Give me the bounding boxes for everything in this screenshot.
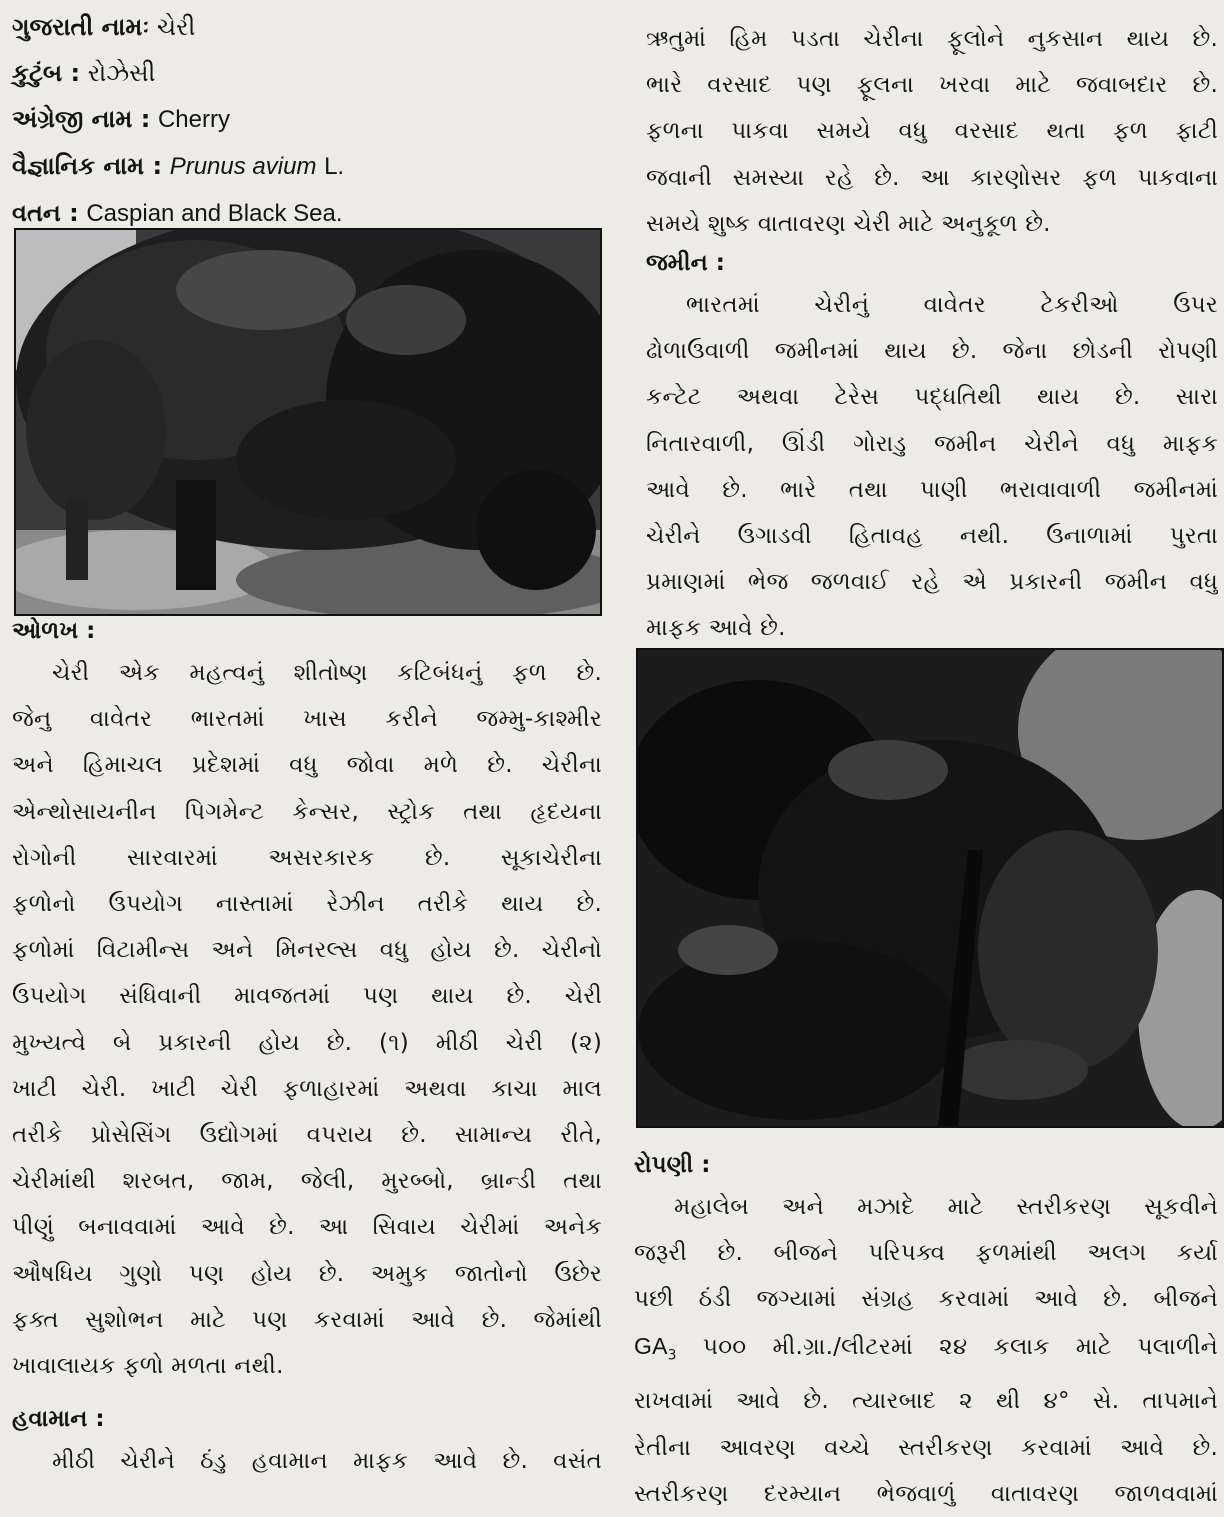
english-name-value: Cherry (157, 106, 230, 133)
identification-line: ચેરી એક મહત્વનું શીતોષ્ણ કટિબંધનું ફળ છે. (52, 660, 602, 686)
identification-line: તરીકે પ્રોસેસિંગ ઉદ્યોગમાં વપરાય છે. સામાન્ય રીતે, (12, 1122, 602, 1149)
cherry-leaves-photo (636, 648, 1224, 1128)
identification-heading: ઓળખ : (12, 618, 96, 644)
family-value: રોઝેસી (87, 59, 156, 87)
soil-line: ભારતમાં ચેરીનું વાવેતર ટેકરીઓ ઉપર (686, 292, 1218, 318)
planting-line: સ્તરીકરણ દરમ્યાન ભેજવાળું વાતાવરણ જાળવવામાં (634, 1480, 1218, 1507)
identification-line: ફળોમાં વિટામીન્સ અને મિનરલ્સ વધુ હોય છે. ચેરીનો (12, 937, 602, 964)
planting-line-ga3 (634, 1323, 1218, 1379)
soil-line: આવે છે. ભારે તથા પાણી ભરાવાવાળી જમીનમાં (646, 476, 1218, 503)
scientific-name-line (12, 143, 604, 190)
origin-label: વતન : (12, 199, 79, 227)
family-label: કુટુંબ : (12, 59, 81, 87)
climate-line: જવાની સમસ્યા રહે છે. આ કારણોસર ફળ પાકવાના (646, 164, 1218, 191)
scientific-name-value: Prunus avium (169, 153, 317, 180)
cherry-tree-photo (14, 228, 602, 616)
planting-line: પછી ઠંડી જગ્યામાં સંગ્રહ કરવામાં આવે છે. બીજને (634, 1286, 1218, 1313)
soil-line: પ્રમાણમાં ભેજ જળવાઈ રહે એ પ્રકારની જમીન વધુ (646, 569, 1218, 596)
climate-line: ફળના પાકવા સમયે વધુ વરસાદ થતા ફળ ફાટી (646, 118, 1218, 145)
identification-line: મુખ્યત્વે બે પ્રકારની હોય છે. (૧) મીઠી ચેરી (૨) (12, 1029, 602, 1056)
planting-line: જરૂરી છે. બીજને પરિપક્વ ફળમાંથી અલગ કર્યા (634, 1240, 1218, 1267)
family-line (12, 50, 604, 96)
identification-line: ફળોનો ઉપયોગ નાસ્તામાં રેઝીન તરીકે થાય છે. (12, 891, 602, 918)
soil-paragraph (646, 282, 1218, 652)
soil-line: માફક આવે છે. (646, 615, 786, 642)
gujarati-name-label: ગુજરાતી નામઃ (12, 13, 150, 41)
climate-section-right (646, 16, 1218, 247)
english-name-label: અંગ્રેજી નામ : (12, 105, 151, 133)
identification-line: ખાટી ચેરી. ખાટી ચેરી ફળાહારમાં અથવા કાચા માલ (12, 1075, 602, 1102)
identification-line: પીણું બનાવવામાં આવે છે. આ સિવાય ચેરીમાં અનેક (12, 1214, 602, 1241)
soil-line: નિતારવાળી, ઊંડી ગોરાડુ જમીન ચેરીને વધુ માફક (646, 430, 1218, 457)
climate-paragraph-continued (646, 16, 1218, 247)
scientific-name-label: વૈજ્ઞાનિક નામ : (12, 152, 163, 180)
gujarati-name-value: ચેરી (156, 13, 196, 41)
climate-section-left (12, 1404, 602, 1484)
ga-prefix: GA (634, 1332, 668, 1359)
identification-line: ઉપયોગ સંધિવાની માવજતમાં પણ થાય છે. ચેરી (12, 983, 602, 1010)
soil-line: ચેરીને ઉગાડવી હિતાવહ નથી. ઉનાળામાં પુરતા (646, 523, 1218, 550)
planting-heading: રોપણી : (634, 1152, 711, 1178)
identification-line: ખાવાલાયક ફળો મળતા નથી. (12, 1353, 284, 1380)
soil-line: ઢોળાઉવાળી જમીનમાં થાય છે. જેના છોડની રોપણી (646, 338, 1218, 365)
cherry-leaves-illustration (638, 650, 1222, 1126)
origin-value: Caspian and Black Sea. (86, 200, 343, 227)
planting-section (634, 1150, 1218, 1517)
climate-paragraph-start (12, 1438, 602, 1484)
planting-line: રેતીના આવરણ વચ્ચે સ્તરીકરણ કરવામાં આવે છે. (634, 1434, 1218, 1461)
climate-heading: હવામાન : (12, 1406, 105, 1432)
ga-rest: ૫૦૦ મી.ગ્રા./લીટરમાં ૨૪ કલાક માટે પલાળીને (676, 1333, 1218, 1360)
planting-line: રાખવામાં આવે છે. ત્યારબાદ ૨ થી ૪° સે. તાપમાને (634, 1388, 1218, 1415)
identification-line: ફક્ત સુશોભન માટે પણ કરવામાં આવે છે. જેમાંથી (12, 1306, 602, 1333)
soil-section (646, 248, 1218, 652)
identification-section (12, 616, 602, 1389)
climate-line: ભારે વરસાદ પણ ફૂલના ખરવા માટે જવાબદાર છે. (646, 72, 1218, 99)
identification-paragraph (12, 650, 602, 1389)
climate-line: મીઠી ચેરીને ઠંડુ હવામાન માફક આવે છે. વસંત (52, 1448, 602, 1474)
climate-line: સમયે શુષ્ક વાતાવરણ ચેરી માટે અનુકૂળ છે. (646, 210, 1051, 237)
soil-heading: જમીન : (646, 250, 725, 276)
soil-line: કન્ટેટ અથવા ટેરેસ પદ્ધતિથી થાય છે. સારા (646, 384, 1218, 411)
english-name-line (12, 96, 604, 143)
identification-line: અને હિમાચલ પ્રદેશમાં વધુ જોવા મળે છે. ચેરીના (12, 752, 602, 779)
planting-line: મહાલેબ અને મઝાદે માટે સ્તરીકરણ સૂકવીને (674, 1194, 1218, 1220)
identification-line: રોગોની સારવારમાં અસરકારક છે. સૂકાચેરીના (12, 844, 602, 871)
cherry-tree-illustration (16, 230, 600, 614)
identification-line: ઔષધિય ગુણો પણ હોય છે. અમુક જાતોનો ઉછેર (12, 1260, 602, 1287)
gujarati-name-line (12, 4, 604, 50)
identification-line: ચેરીમાંથી શરબત, જામ, જેલી, મુરબ્બો, બ્રાન્ડી તથા (12, 1168, 602, 1195)
ga-subscript: 3 (667, 1347, 677, 1364)
identification-line: એન્થોસાયનીન પિગમેન્ટ કેન્સર, સ્ટ્રોક તથા હૃદયના (12, 798, 602, 825)
climate-line: ઋતુમાં હિમ પડતા ચેરીના ફૂલોને નુકસાન થાય છે. (646, 26, 1218, 52)
identification-line: જેનુ વાવેતર ભારતમાં ખાસ કરીને જમ્મુ-કાશ્મીર (12, 706, 602, 733)
left-column (12, 4, 604, 237)
planting-paragraph (634, 1184, 1218, 1517)
scientific-name-suffix: L. (324, 153, 345, 180)
